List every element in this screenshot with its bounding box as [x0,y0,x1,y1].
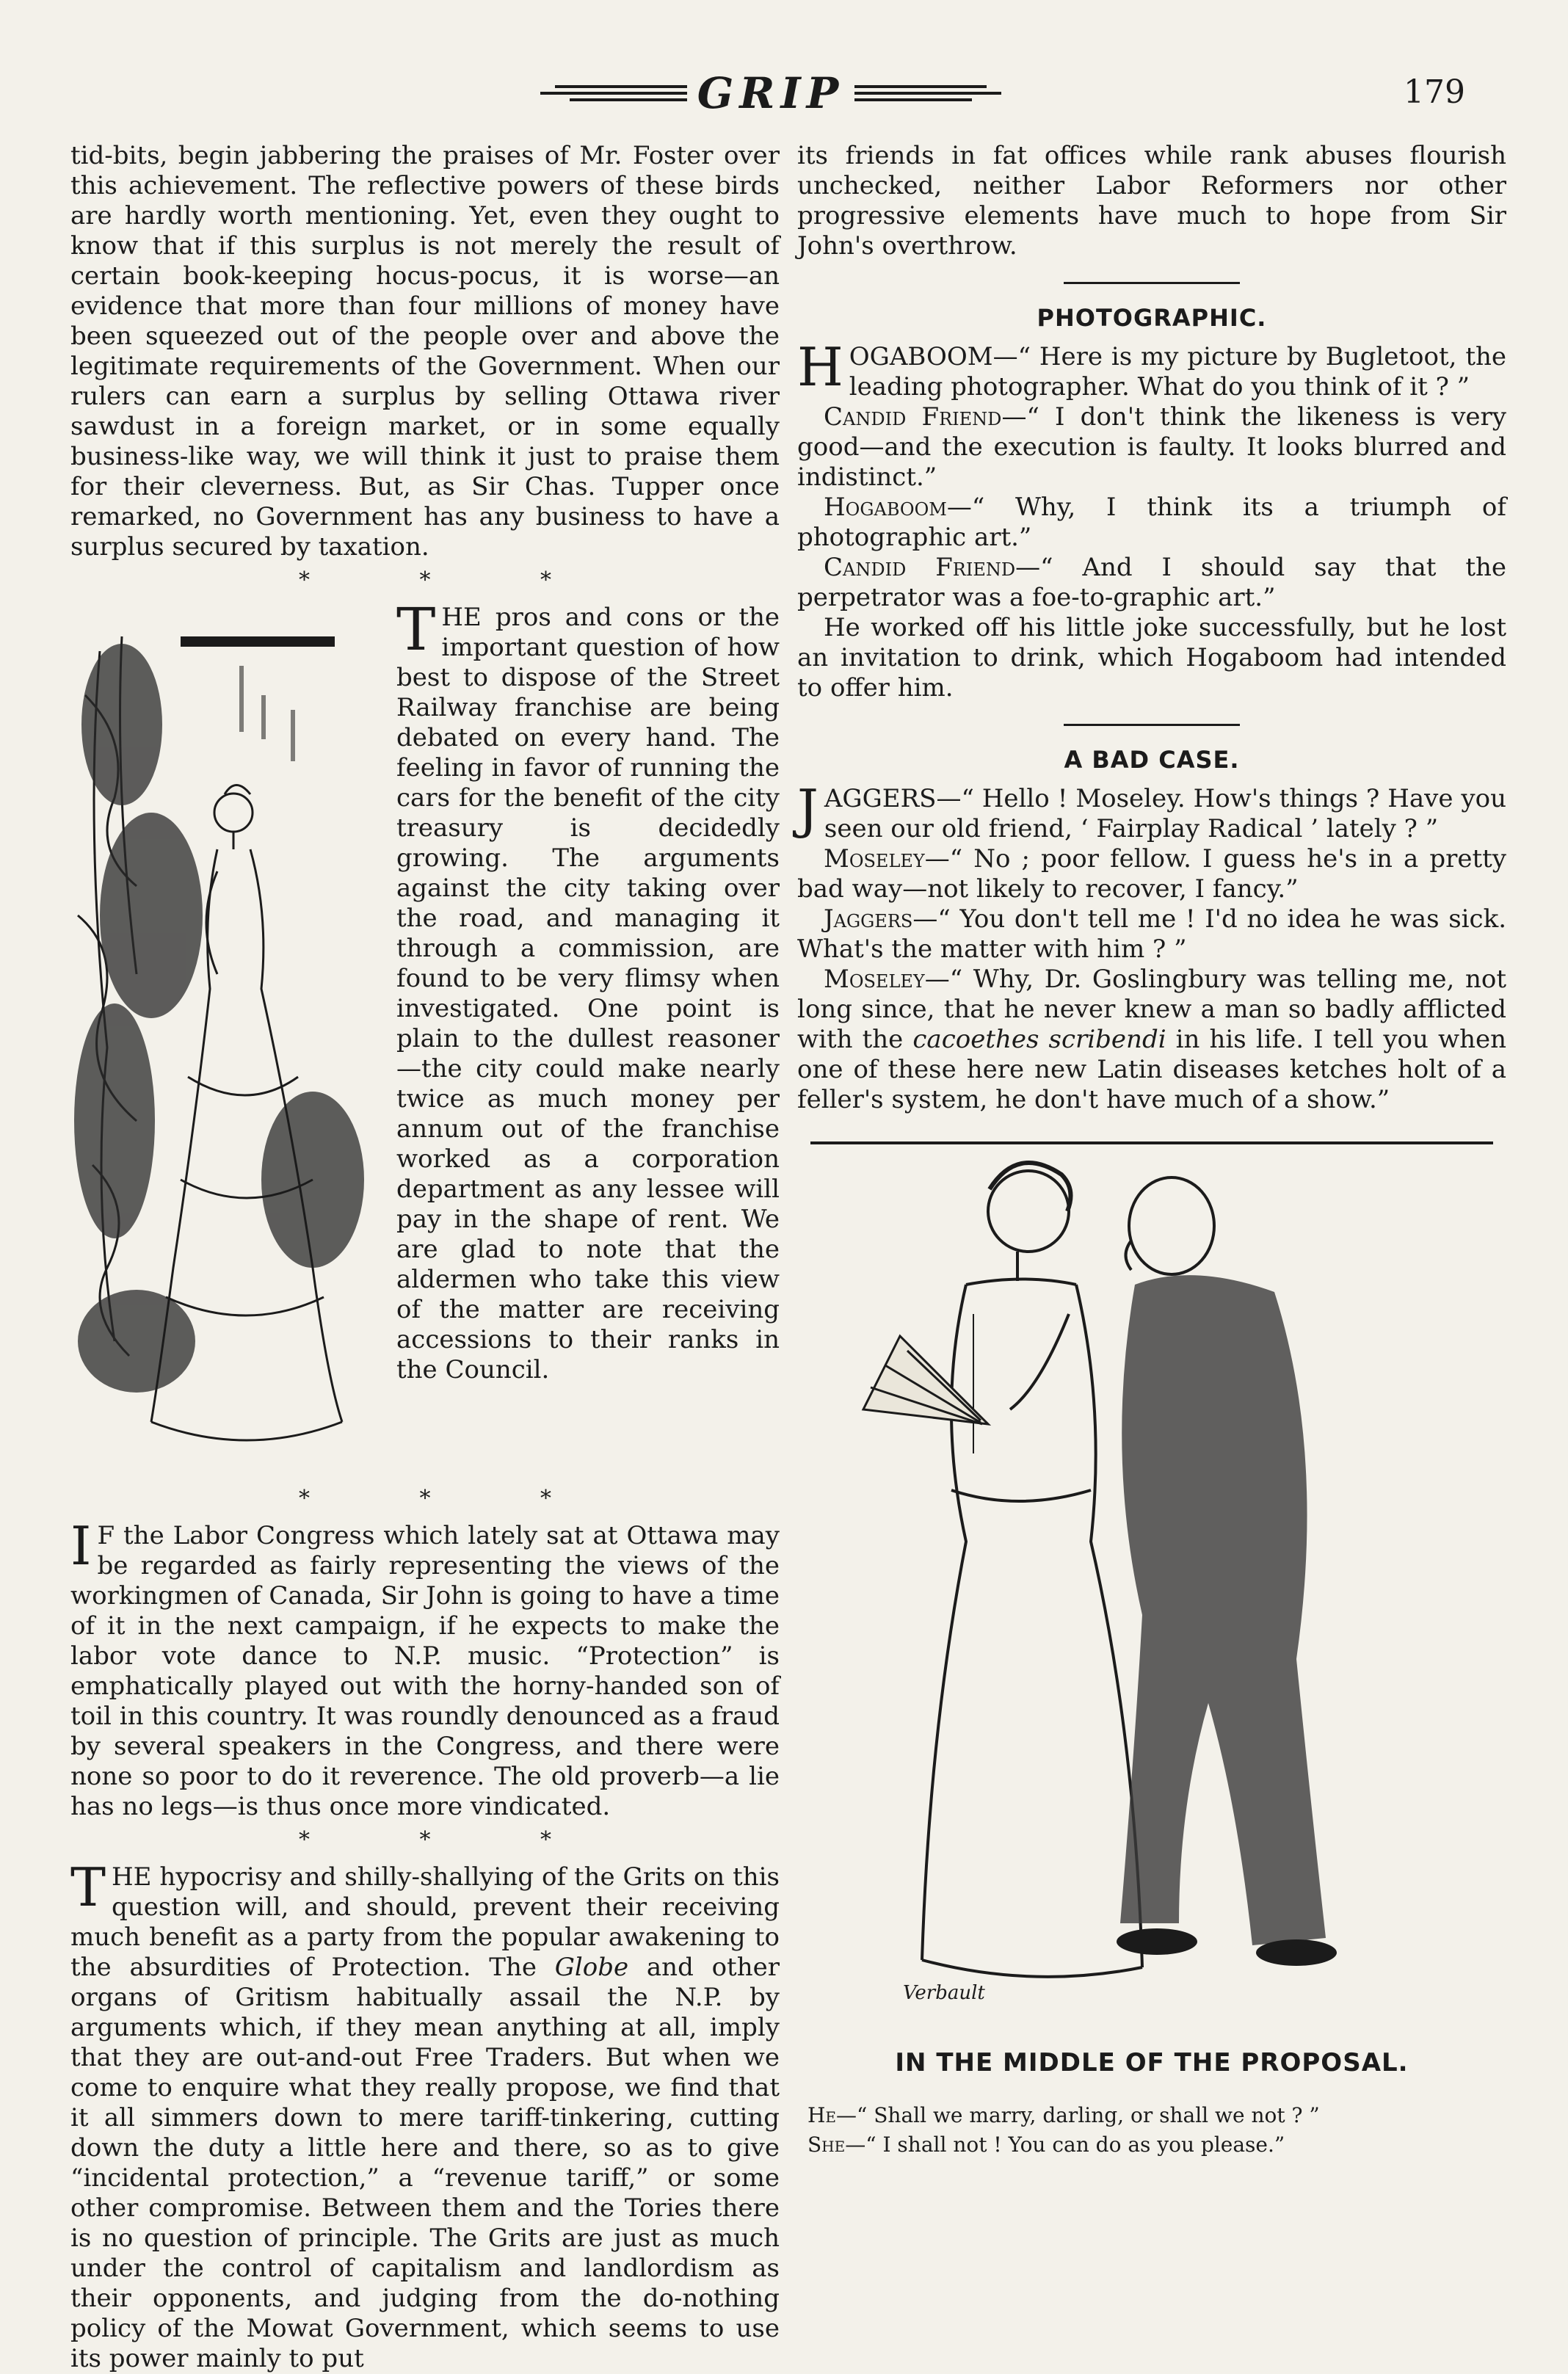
photo-line-4 [797,553,1506,613]
section-stars: * * * [298,567,603,593]
proposal-cartoon [797,1145,1506,2026]
photo-line-2-text: —“ I don't think the likeness is very good—and the execution is faulty. It looks blurred and indistinct.” [797,402,1506,492]
man-head [1129,1177,1214,1274]
speaker-moseley: Moseley [824,965,925,994]
article-grits [70,1856,780,2374]
speaker-jaggers: Jaggers [824,904,913,934]
section-stars: * * * [298,1827,603,1853]
section-divider [1064,724,1240,726]
page-number: 179 [1404,73,1465,111]
article-street-railway-text: HE pros and cons or the important question of how best to dispose of the Street Railway franchise are being debated on every hand. The feeling in favor of running the cars for the benefit of the city treasury is decidedly growing. The arguments against the city taking over the road, and managing it through a commission, are found to be very flimsy when investigated. One point is plain to the dullest reasoner—the city could make nearly twice as much money per annum out of the franchise worked as a corporation department as any lessee will pay in the shape of rent. We are glad to note that the aldermen who take this view of the matter are receiving accessions to their ranks in the Council. [396,603,780,1384]
article-grits-continued: its friends in fat offices while rank abuses flourish unchecked, neither Labor Reformers nor other progressive elements have much to hope from Sir John's overthrow. [797,141,1506,261]
speaker-hogaboom: Hogaboom [824,493,947,522]
he-line [807,2101,1505,2130]
photo-line-1-text: OGABOOM—“ Here is my picture by Bugletoot, the leading photographer. What do you think of it ? ” [849,342,1506,402]
heading-photographic: PHOTOGRAPHIC. [1037,304,1267,332]
speaker-she: She [807,2132,846,2157]
article-surplus-end: tid-bits, begin jabbering the praises of Mr. Foster over this achievement. The reflective powers of these birds are hardly worth mentioning. Yet, even they ought to know that if this surplus is not merely the result of certain book-keeping hocus-pocus, it is worse—an evidence that more than four millions of money have been squeezed out of the people over and above the legitimate requirements of the Government. When our rulers can earn a surplus by selling Ottawa river sawdust in a foreign market, or in some equally business-like way, we will think it just to praise them for their cleverness. But, as Sir Chas. Tupper once remarked, no Government has any business to have a surplus secured by taxation. [70,141,780,562]
she-line-text: —“ I shall not ! You can do as you please.” [845,2132,1285,2157]
dropcap-t: T [396,595,436,664]
heading-bad-case: A BAD CASE. [1064,746,1240,774]
artist-signature: Verbault [903,1982,985,2004]
cartoon-dialogue [807,2101,1505,2160]
cartoon-top-rule [810,1141,1493,1144]
speaker-candid-friend: Candid Friend [824,553,1016,582]
woman-head [988,1171,1069,1252]
section-stars: * * * [298,1486,603,1511]
globe-title: Globe [554,1953,629,1982]
hand-fan [863,1336,988,1424]
case-line-3-text: —“ You don't tell me ! I'd no idea he was sick. What's the matter with him ? ” [797,904,1506,964]
masthead-rule-right [854,85,1001,101]
right-column [797,141,1506,1144]
cartoon-caption: IN THE MIDDLE OF THE PROPOSAL. [895,2048,1409,2077]
dropcap-i: I [70,1515,92,1577]
dropcap-t: T [70,1856,106,1918]
speaker-he: He [807,2103,837,2127]
speaker-candid-friend: Candid Friend [824,402,1002,432]
photo-line-3 [797,493,1506,553]
article-grits-text-a: HE hypocrisy and shilly-shallying of the Grits on this question will, and should, prevent their receiving much benefit as a party from the popular awakening to the absurdities of Protection. The [70,1862,780,1982]
masthead-rule-left [540,85,687,101]
man-suit-shading [1120,1275,1326,1945]
case-line-1 [797,778,1506,844]
article-grits-text-b: and other organs of Gritism habitually assail the N.P. by arguments which, if they mean anything at all, imply that they are out-and-out Free Traders. But when we come to enquire what they really propose, we find that it all simmers down to mere tariff-tinkering, cutting down the duty a little here and there, so as to give “incidental protection,” a “revenue tariff,” or some other compromise. Between them and the Tories there is no question of principle. The Grits are just as much under the control of capitalism and landlordism as their opponents, and judging from the do-nothing policy of the Mowat Government, which seems to use its power mainly to put [70,1953,780,2373]
photo-line-1 [797,336,1506,402]
case-line-2 [797,844,1506,904]
case-line-4 [797,965,1506,1115]
she-line [807,2130,1505,2160]
case-line-3 [797,904,1506,965]
woman-in-garden-illustration [70,607,379,1481]
he-line-text: —“ Shall we marry, darling, or shall we not ? ” [836,2103,1320,2127]
section-divider [1064,282,1240,284]
dropcap-h: H [797,336,843,398]
latin-phrase: cacoethes scribendi [912,1025,1166,1054]
speaker-moseley: Moseley [824,844,925,874]
case-line-1-text: AGGERS—“ Hello ! Moseley. How's things ? Have you seen our old friend, ‘ Fairplay Radical ’ lately ? ” [824,784,1506,843]
photo-line-2 [797,402,1506,493]
photo-line-4-text: —“ And I should say that the perpetrator was a foe-to-graphic art.” [797,553,1507,612]
case-line-4-text-b: in his life. I tell you when one of these here new Latin diseases ketches holt of a feller's system, he don't have much of a show.” [797,1025,1506,1114]
masthead [514,68,1028,119]
case-line-4-text-a: —“ Why, Dr. Goslingbury was telling me, not long since, that he never knew a man so badly afflicted with the [797,965,1506,1054]
article-labor-congress [70,1515,780,1822]
left-column [70,141,780,2374]
case-line-2-text: —“ No ; poor fellow. I guess he's in a pretty bad way—not likely to recover, I fancy.” [797,844,1506,904]
dropcap-j: J [797,778,819,840]
photo-line-5: He worked off his little joke successfully, but he lost an invitation to drink, which Hogaboom had intended to offer him. [797,613,1506,703]
photo-line-3-text: —“ Why, I think its a triumph of photographic art.” [797,493,1506,552]
article-labor-congress-text: F the Labor Congress which lately sat at Ottawa may be regarded as fairly representing the views of the workingmen of Canada, Sir John is going to have a time of it in the next campaign, if he expects to make the labor vote dance to N.P. music. “Protection” is emphatically played out with the horny-handed son of toil in this country. It was roundly denounced as a fraud by several speakers in the Congress, and there were none so poor to do it reverence. The old proverb—a lie has no legs—is thus once more vindicated. [70,1521,780,1821]
masthead-title: GRIP [697,68,845,118]
